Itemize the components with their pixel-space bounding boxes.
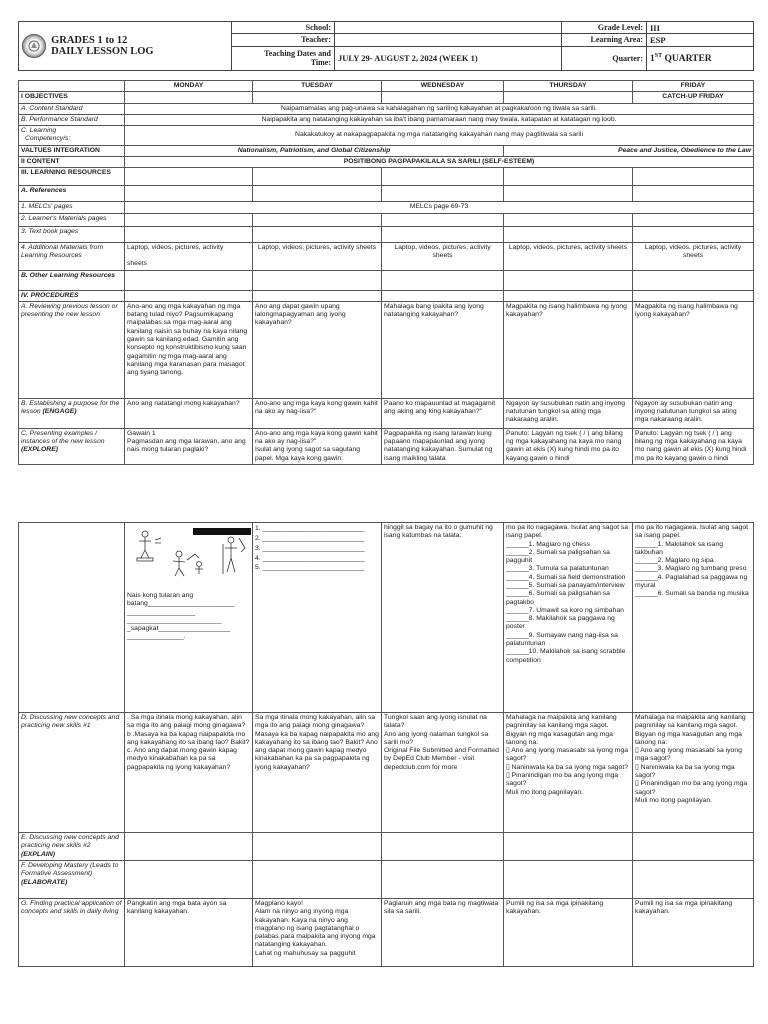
- teaching-dates-label-2: Time:: [310, 58, 331, 68]
- olr-thu: [504, 270, 633, 290]
- objectives-heading: I OBJECTIVES: [19, 92, 125, 103]
- proc-f-tue: [253, 861, 382, 899]
- proc-e-fri: [633, 833, 754, 861]
- tb-fri: [633, 226, 754, 242]
- additional-materials-tue: Laptop, videos, pictures, activity sheets: [253, 242, 382, 270]
- objectives-thu: [504, 92, 633, 103]
- ref-mon: [125, 186, 253, 202]
- tb-mon: [125, 226, 253, 242]
- learning-area-value[interactable]: ESP: [647, 34, 754, 46]
- proc-thu: [504, 290, 633, 301]
- lr-tue: [253, 168, 382, 186]
- proc-f-fri: [633, 861, 754, 899]
- day-header-friday: FRIDAY: [633, 81, 754, 92]
- proc-f-label-1: F. Developing Mastery (Leads to Formative Assessment): [21, 862, 119, 878]
- proc-g-wed: Paglaruin ang mga bata ng magtiwala sila sa sarili.: [382, 899, 504, 967]
- tb-wed: [382, 226, 504, 242]
- proc-wed: [382, 290, 504, 301]
- olr-fri: [633, 270, 754, 290]
- proc-e-wed: [382, 833, 504, 861]
- learning-competency-label-2: Competency/s:: [25, 135, 71, 143]
- proc-c-wed: Pagpapakita ng isang larawan kung papaano mapapaunlad ang iyong natatanging kakayahan. Sumulat ng isang maikling talata: [382, 428, 504, 464]
- proc-d-thu: Mahalaga na maipakita ang kanilang pagninilay sa kanilang mga sagot. Bigyan ng mga kasagutan ang mga tanong na: ▯ Ano ang iyong masasabi sa iyong mga sagot? ▯ Naniniwala ka ba sa iyong mga sagot? ▯ Pinanindigan mo ba ang iyong mga sagot? Muli mo itong pagnilayan.: [504, 713, 633, 833]
- lr-wed: [382, 168, 504, 186]
- proc-c-label-2: (EXPLORE): [21, 446, 59, 454]
- objectives-mon: [125, 92, 253, 103]
- lm-fri: [633, 213, 754, 226]
- lesson-log-table-page1: [18, 80, 754, 465]
- lr-mon: [125, 168, 253, 186]
- day-header-blank: [19, 81, 125, 92]
- catch-up-friday-label: CATCH-UP FRIDAY: [633, 92, 754, 103]
- olr-tue: [253, 270, 382, 290]
- p2-wed-text: hinggil sa bagay na ito o gumuhit ng isang katumbas na talata.: [382, 523, 504, 713]
- proc-b-wed: Paano ko mapauunlad at magagamit ang aking ang king kakayahan?": [382, 398, 504, 428]
- other-resources-label: B. Other Learning Resources: [19, 270, 125, 290]
- teacher-label: Teacher:: [232, 34, 335, 46]
- ref-tue: [253, 186, 382, 202]
- content-text: POSITIBONG PAGPAPAKILALA SA SARILI (SELF-ESTEEM): [125, 156, 754, 167]
- learning-competency-label-1: C. Learning: [21, 127, 57, 135]
- proc-e-tue: [253, 833, 382, 861]
- lm-wed: [382, 213, 504, 226]
- quarter-label: Quarter:: [562, 46, 647, 71]
- school-label: School:: [232, 22, 335, 34]
- objectives-wed: [382, 92, 504, 103]
- proc-g-label: G. Finding practical application of concepts and skills in daily living: [19, 899, 125, 967]
- proc-a-label: A. Reviewing previous lesson or presenting the new lesson: [19, 301, 125, 398]
- melcs-pages-text: MELCs page 69-73: [125, 202, 754, 213]
- header-table: [18, 21, 754, 71]
- proc-d-mon: . Sa mga itinala mong kakayahan, alin sa mga ito ang palagi mong ginagawa? b .Masaya ka ba kapag naipapakita mo ang kakayahang ito sa ibang tao? Bakit? c. Ano ang dapat mong gawin kapag medyo kinakabahan ka pa sa pagpapakita ng iyong kakayahan?: [125, 713, 253, 833]
- p2-thu-checklist: mo pa ito nagagawa. Isulat ang sagot sa isang papel. ______1. Maglaro ng chess ______2. Sumali sa paligsahan sa pagguhit ______3. Tumula sa palatuntunan ______4. Sumali sa field demonstration ______5. Sumali sa panayam/interview ______6. Sumali sa paligsahan sa pagtakbo ______7. Umawit sa koro ng simbahan ______8. Makilahok sa paggawa ng poster ______9. Sumayaw nang nag-iisa sa palatuntunan ______10. Makilahok sa isang scrabble competition: [504, 523, 633, 713]
- ref-fri: [633, 186, 754, 202]
- proc-c-label-1: C. Presenting examples / instances of the new lesson: [21, 429, 105, 446]
- p2-mon-text: Nais kong tularan ang batang_______________________ __________________ _________________________ _sapagkat___________________ _______________.: [127, 592, 235, 641]
- deped-seal-icon: [22, 34, 46, 58]
- proc-fri: [633, 290, 754, 301]
- content-label: II CONTENT: [19, 156, 125, 167]
- grade-level-label: Grade Level:: [562, 22, 647, 34]
- proc-b-mon: Ano ang natatangi mong kakayahan?: [125, 398, 253, 428]
- textbook-pages-label: 3. Text book pages: [19, 226, 125, 242]
- career-pictures: [127, 524, 250, 586]
- quarter-text: QUARTER: [662, 53, 712, 64]
- quarter-number: 1: [650, 53, 655, 64]
- proc-f-label-2: (ELABORATE): [21, 878, 68, 886]
- proc-e-label-2: (EXPLAIN): [21, 850, 55, 858]
- references-label: A. References: [19, 186, 125, 202]
- proc-a-wed: Mahalaga bang ipakita ang iyong natatanging kakayahan?: [382, 301, 504, 398]
- learning-competency-text: Nakakatukoy at nakapagpapakita ng mga natatanging kakayahan nang may pagtitiwala sa sarili: [125, 126, 754, 146]
- proc-e-mon: [125, 833, 253, 861]
- ref-wed: [382, 186, 504, 202]
- proc-b-fri: Ngayon ay susubukan natin ang inyong natutunan tungkol sa ating mga nakaraang aralin.: [633, 398, 754, 428]
- header-logo-cell: [19, 22, 232, 71]
- lm-mon: [125, 213, 253, 226]
- melcs-pages-label: 1. MELCs' pages: [19, 202, 125, 213]
- quarter-value[interactable]: [647, 46, 754, 71]
- proc-e-label-1: E. Discussing new concepts and practicing new skills #2: [21, 834, 119, 850]
- teaching-dates-label-1: Teaching Dates and: [264, 49, 331, 59]
- additional-materials-mon: [125, 242, 253, 270]
- lr-fri: [633, 168, 754, 186]
- learning-resources-heading: III. LEARNING RESOURCES: [19, 168, 125, 186]
- content-standard-text: Naipamamalas ang pag-unawa sa kahalagahan ng sariling kakayahan at pagkakaroon ng tiwala sa sarili.: [125, 103, 754, 114]
- proc-b-thu: Ngayon ay susubukan natin ang inyong natutunan tungkol sa ating mga nakaraang aralin.: [504, 398, 633, 428]
- proc-c-thu: Panuto: Lagyan ng tsek ( / ) ang bilang ng mga kakayahang na kaya mo nang gawin at ekis (X) kung hindi mo pa ito kayang gawin o hindi: [504, 428, 633, 464]
- proc-f-mon: [125, 861, 253, 899]
- proc-f-thu: [504, 861, 633, 899]
- additional-materials-thu: Laptop, videos, pictures, activity sheets: [504, 242, 633, 270]
- additional-materials-fri: Laptop, videos, pictures, activity sheets: [633, 242, 754, 270]
- lm-thu: [504, 213, 633, 226]
- lr-thu: [504, 168, 633, 186]
- proc-b-label-1: B. Establishing a purpose for the lesson: [21, 399, 120, 416]
- tb-thu: [504, 226, 633, 242]
- values-integration-right: Peace and Justice, Obedience to the Law: [504, 145, 754, 156]
- proc-g-fri: Pumili ng isa sa mga ipinakitang kakayahan.: [633, 899, 754, 967]
- olr-mon: [125, 270, 253, 290]
- additional-materials-mon-1: Laptop, videos, pictures, activity: [127, 243, 224, 251]
- day-header-tuesday: TUESDAY: [253, 81, 382, 92]
- proc-b-tue: Ano-ano ang mga kaya kong gawin kahit na ako ay nag-iisa?": [253, 398, 382, 428]
- day-header-monday: MONDAY: [125, 81, 253, 92]
- lesson-log-table-page2: [18, 522, 754, 967]
- p2-tue-lines: 1. ___________________________ 2. ___________________________ 3. ___________________________ 4. ___________________________ 5. ___________________________: [253, 523, 382, 713]
- learners-materials-label: 2. Learner's Materials pages: [19, 213, 125, 226]
- values-integration-left: Nationalism, Patriotism, and Global Citizenship: [125, 145, 504, 156]
- day-header-thursday: THURSDAY: [504, 81, 633, 92]
- proc-f-wed: [382, 861, 504, 899]
- teaching-dates-value[interactable]: JULY 29- AUGUST 2, 2024 (WEEK 1): [335, 46, 562, 71]
- content-standard-label: A. Content Standard: [19, 103, 125, 114]
- objectives-tue: [253, 92, 382, 103]
- proc-c-fri: Panuto: Lagyan ng tsek ( / ) ang bilang ng mga kakayahang na kaya mo nang gawin at ekis (X) kung hindi mo pa ito kayang gawin o hindi: [633, 428, 754, 464]
- additional-materials-label: 4. Additional Materials from Learning Resources: [19, 242, 125, 270]
- grade-level-value[interactable]: III: [647, 22, 754, 34]
- proc-a-tue: Ano ang dapat gawin upang lalongmapagyaman ang iyong kakayahan?: [253, 301, 382, 398]
- proc-tue: [253, 290, 382, 301]
- proc-c-label: [19, 428, 125, 464]
- proc-b-label: [19, 398, 125, 428]
- proc-c-tue: Ano-ano ang mga kaya kong gawin kahit na ako ay nag-iisa?" Isulat ang iyong sagot sa sagutang papel. Mga kaya kong gawin:: [253, 428, 382, 464]
- doc-title-line2: DAILY LESSON LOG: [51, 46, 154, 57]
- day-header-wednesday: WEDNESDAY: [382, 81, 504, 92]
- quarter-suffix: ST: [654, 52, 663, 59]
- proc-mon: [125, 290, 253, 301]
- proc-f-label: [19, 861, 125, 899]
- learning-area-label: Learning Area:: [562, 34, 647, 46]
- proc-d-tue: Sa mga itinala mong kakayahan, alin sa mga ito ang palagi mong ginagawa? Masaya ka ba kapag naipapakita mo ang kakayahang ito sa ibang tao? Bakit? Ano ang dapat mong gawin kapag medyo kinakabahan ka pa sa pagpapakita ng iyong kakayahan?: [253, 713, 382, 833]
- proc-d-label: D. Discussing new concepts and practicing new skills #1: [19, 713, 125, 833]
- proc-e-thu: [504, 833, 633, 861]
- proc-c-mon: Gawain 1 Pagmasdan ang mga larawan, ano ang nais mong tularan paglaki?: [125, 428, 253, 464]
- proc-a-mon: Ano-ano ang mga kakayahan ng mga batang tulad niyo? Pagsumikapang maipalabas sa mga mag-aaral ang kanilang naisin sa buhay na kaya nilang gawin sa kanilang edad. Gamitin ang konsepto ng konstruktibismo kung saan gagamitin ng mga mag-aaral ang kanilang mga karanasan para masagot ang tiyang tanong.: [125, 301, 253, 398]
- procedures-heading: IV. PROCEDURES: [19, 290, 125, 301]
- doc-title: [51, 35, 154, 57]
- performance-standard-text: Naipapakita ang natatanging kakayahan sa iba't ibang pamamaraan nang may tiwala, katapatan at katatagan ng loob.: [125, 114, 754, 125]
- p2-mon-cell: [125, 523, 253, 713]
- school-value[interactable]: [335, 22, 562, 34]
- p2-continued-label: [19, 523, 125, 713]
- lm-tue: [253, 213, 382, 226]
- proc-g-tue: Magplano kayo! Alam na ninyo ang inyong mga kakayahan. Kaya na ninyo ang magplano ng isang pagtatanghal o palabas para maipakita ang inyong mga natatanging kakayahan. Lahat ng mahuhusay sa pagguhit: [253, 899, 382, 967]
- proc-b-label-2: (ENGAGE): [42, 408, 77, 416]
- teaching-dates-label: [232, 46, 335, 71]
- proc-g-mon: Pangkatin ang mga bata ayon sa kanilang kakayahan.: [125, 899, 253, 967]
- tb-tue: [253, 226, 382, 242]
- performance-standard-label: B. Performance Standard: [19, 114, 125, 125]
- proc-d-fri: Mahalaga na maipakita ang kanilang pagninilay sa kanilang mga sagot. Bigyan ng mga kasagutan ang mga tanong na: ▯ Ano ang iyong masasabi sa iyong mga sagot? ▯ Naniniwala ka ba sa iyong mga sagot? ▯ Pinanindigan mo ba ang iyong mga sagot? Muli mo itong pagnilayan.: [633, 713, 754, 833]
- learning-competency-label: [19, 126, 125, 146]
- proc-g-thu: Pumili ng isa sa mga ipinakitang kakayahan.: [504, 899, 633, 967]
- additional-materials-wed: Laptop, videos, pictures, activity sheets: [382, 242, 504, 270]
- proc-d-wed: Tungkol saan ang iyong isnulat na talata? Ano ang iyong nalaman tungkol sa sarili mo? Original File Submitted and Formatted by DepEd Club Member - visit depedclub.com for more: [382, 713, 504, 833]
- proc-a-fri: Magpakita ng isang halimbawa ng iyong kakayahan?: [633, 301, 754, 398]
- doc-title-line1: GRADES 1 to 12: [51, 35, 128, 46]
- ref-thu: [504, 186, 633, 202]
- teacher-value[interactable]: [335, 34, 562, 46]
- proc-a-thu: Magpakita ng isang halimbawa ng iyong kakayahan?: [504, 301, 633, 398]
- proc-e-label: [19, 833, 125, 861]
- values-integration-label: VALTUES INTEGRATION: [19, 145, 125, 156]
- olr-wed: [382, 270, 504, 290]
- redaction-bar: [193, 528, 251, 535]
- additional-materials-mon-2: sheets: [127, 260, 148, 268]
- p2-fri-checklist: mo pa ito nagagawa. Isulat ang sagot sa isang papel. ______1. Makilahok sa isang takbuhan ______2. Maglaro ng sipa ______3. Maglaro ng tumbang preso ______4. Paglalahad sa paggawa ng myural ______6. Sumali sa banda ng musika: [633, 523, 754, 713]
